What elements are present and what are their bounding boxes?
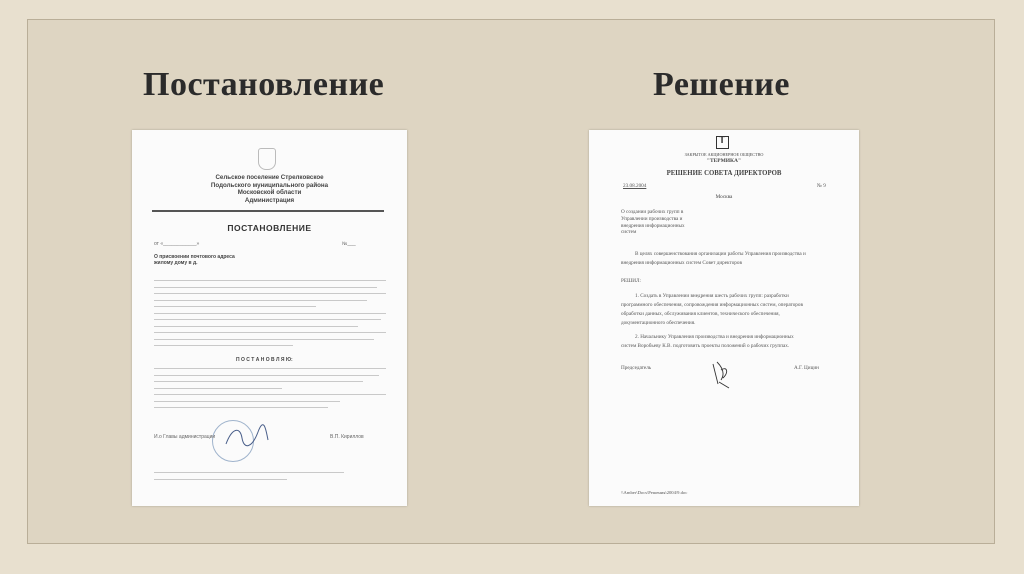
- resolution-decree-text: [154, 368, 386, 414]
- subject-line: систем: [621, 229, 637, 236]
- header-line: Сельское поселение Стрелковское: [215, 174, 324, 181]
- company-name: "ТЕРМИКА": [706, 158, 742, 164]
- decision-subject: [621, 209, 685, 236]
- subject-line: О создании рабочих групп в: [621, 209, 684, 215]
- coat-of-arms-icon: [258, 148, 276, 170]
- resolution-title: ПОСТАНОВЛЕНИЕ: [227, 223, 312, 233]
- company-logo-icon: [716, 136, 729, 149]
- decision-intro: [621, 250, 806, 268]
- decision-number: № 9: [817, 183, 826, 189]
- intro-line: В целях совершенствования организации работы Управления производства и: [635, 251, 806, 257]
- number-field: №___: [342, 241, 356, 247]
- decision-city: Москва: [715, 194, 733, 200]
- right-heading: Решение: [653, 66, 790, 103]
- resolution-subject-line: жилому дому в д.: [154, 260, 198, 266]
- header-line: Администрация: [244, 196, 295, 204]
- decision-date: 23.08.2004: [623, 183, 647, 189]
- slide-frame: [27, 19, 995, 544]
- intro-line: внедрения информационных систем Совет директоров: [621, 260, 742, 266]
- decision-document-image: [589, 130, 859, 506]
- header-line: Подольского муниципального района: [210, 181, 329, 189]
- decision-title: РЕШЕНИЕ СОВЕТА ДИРЕКТОРОВ: [666, 170, 782, 177]
- company-type: ЗАКРЫТОЕ АКЦИОНЕРНОЕ ОБЩЕСТВО: [684, 152, 764, 157]
- chair-name: А.Г. Цицин: [794, 365, 819, 371]
- decision-item-1: [621, 292, 803, 328]
- item-line: обработки данных, обслуживания клиентов, технического обеспечения,: [621, 311, 780, 317]
- decision-item-2: [621, 333, 794, 351]
- signature-icon: [222, 422, 272, 452]
- left-heading: Постановление: [143, 66, 385, 103]
- chair-role: Председатель: [621, 365, 652, 371]
- subject-line: Управлении производства и: [621, 215, 683, 222]
- resolution-header: [132, 174, 407, 204]
- file-path: \\Amber\Docs\Решения\2004\9.doc: [621, 490, 688, 495]
- signer-name: В.П. Кириллов: [330, 434, 364, 440]
- signer-role: И.о Главы администрации: [154, 434, 216, 440]
- resolution-body-text: [154, 280, 386, 352]
- resolution-document-image: [132, 130, 407, 506]
- resolved-word: РЕШИЛ:: [621, 278, 641, 284]
- date-field: от «____________»: [154, 241, 200, 247]
- decree-word: П О С Т А Н О В Л Я Ю:: [236, 357, 293, 363]
- item-line: 1. Создать в Управлении внедрения шесть рабочих групп: разработки: [635, 293, 789, 299]
- item-line: программного обеспечения, сопровождения информационных систем, операторов: [621, 302, 803, 308]
- item-line: систем Воробьеву К.В. подготовить проекты положений о рабочих группах.: [621, 343, 790, 349]
- resolution-footnote: [154, 472, 344, 485]
- header-line: Московской области: [237, 189, 302, 196]
- item-line: документационного обеспечения.: [621, 320, 696, 326]
- header-rule: [152, 210, 384, 212]
- item-line: 2. Начальнику Управления производства и внедрения информационных: [635, 334, 794, 340]
- subject-line: внедрения информационных: [621, 222, 685, 229]
- signature-icon: [709, 358, 733, 390]
- resolution-subject-line: О присвоении почтового адреса: [154, 254, 235, 260]
